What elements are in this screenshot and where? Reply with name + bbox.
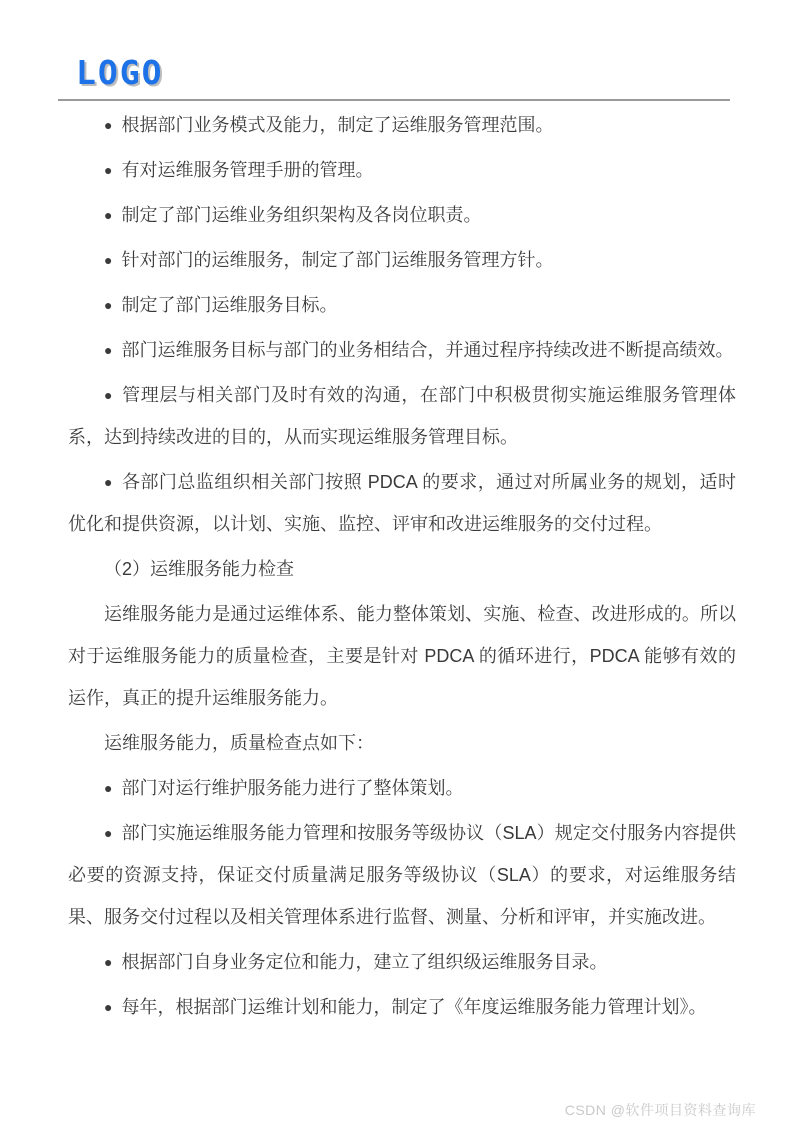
bullet-icon: ● bbox=[104, 387, 114, 403]
bullet-text: 根据部门业务模式及能力，制定了运维服务管理范围。 bbox=[121, 115, 554, 135]
bullet-text: 管理层与相关部门及时有效的沟通，在部门中积极贯彻实施运维服务管理体系，达到持续改进的目的，从而实现运维服务管理目标。 bbox=[68, 385, 736, 447]
body-paragraph: 运维服务能力，质量检查点如下： bbox=[104, 733, 374, 753]
bullet-icon: ● bbox=[104, 954, 113, 970]
bullet-item bbox=[68, 461, 736, 545]
bullet-icon: ● bbox=[104, 474, 113, 490]
bullet-item bbox=[68, 284, 736, 326]
bullet-item bbox=[68, 149, 736, 191]
body-paragraph: 运维服务能力是通过运维体系、能力整体策划、实施、检查、改进形成的。所以对于运维服务能力的质量检查，主要是针对 PDCA 的循环进行，PDCA 能够有效的运作，真正的提升运维服务能力。 bbox=[68, 604, 736, 708]
bullet-item bbox=[68, 104, 736, 146]
bullet-text: 制定了部门运维业务组织架构及各岗位职责。 bbox=[121, 205, 482, 225]
bullet-icon: ● bbox=[104, 780, 113, 796]
bullet-icon: ● bbox=[104, 342, 113, 358]
page-header bbox=[0, 0, 800, 101]
bullet-text: 制定了部门运维服务目标。 bbox=[121, 295, 338, 315]
bullet-text: 针对部门的运维服务，制定了部门运维服务管理方针。 bbox=[121, 250, 554, 270]
bullet-item bbox=[68, 767, 736, 809]
bullet-icon: ● bbox=[104, 252, 113, 268]
bullet-text: 各部门总监组织相关部门按照 PDCA 的要求，通过对所属业务的规划，适时优化和提供资源，以计划、实施、监控、评审和改进运维服务的交付过程。 bbox=[68, 472, 736, 534]
bullet-text: 部门对运行维护服务能力进行了整体策划。 bbox=[121, 778, 464, 798]
bullet-icon: ● bbox=[104, 825, 113, 841]
bullet-item bbox=[68, 374, 736, 458]
bullet-icon: ● bbox=[104, 117, 113, 133]
bullet-text: 有对运维服务管理手册的管理。 bbox=[121, 160, 374, 180]
bullet-text: 根据部门自身业务定位和能力，建立了组织级运维服务目录。 bbox=[121, 952, 608, 972]
bullet-item bbox=[68, 812, 736, 938]
bullet-text: 部门运维服务目标与部门的业务相结合，并通过程序持续改进不断提高绩效。 bbox=[121, 340, 734, 360]
bullet-icon: ● bbox=[104, 999, 113, 1015]
bullet-text: 每年，根据部门运维计划和能力，制定了《年度运维服务能力管理计划》。 bbox=[121, 997, 707, 1017]
bullet-icon: ● bbox=[104, 207, 113, 223]
section-heading: （2）运维服务能力检查 bbox=[104, 559, 295, 579]
bullet-item bbox=[68, 194, 736, 236]
bullet-icon: ● bbox=[104, 297, 113, 313]
logo: LOGO bbox=[76, 53, 164, 92]
bullet-item bbox=[68, 986, 736, 1028]
bullet-item bbox=[68, 941, 736, 983]
bullet-icon: ● bbox=[104, 162, 113, 178]
header-divider bbox=[58, 99, 730, 101]
watermark: CSDN @软件项目资料查询库 bbox=[564, 1102, 756, 1118]
bullet-text: 部门实施运维服务能力管理和按服务等级协议（SLA）规定交付服务内容提供必要的资源支持，保证交付质量满足服务等级协议（SLA）的要求，对运维服务结果、服务交付过程以及相关管理体系进行监督、测量、分析和评审，并实施改进。 bbox=[68, 823, 736, 927]
document-body bbox=[68, 104, 736, 1028]
bullet-item bbox=[68, 329, 736, 371]
bullet-item bbox=[68, 239, 736, 281]
